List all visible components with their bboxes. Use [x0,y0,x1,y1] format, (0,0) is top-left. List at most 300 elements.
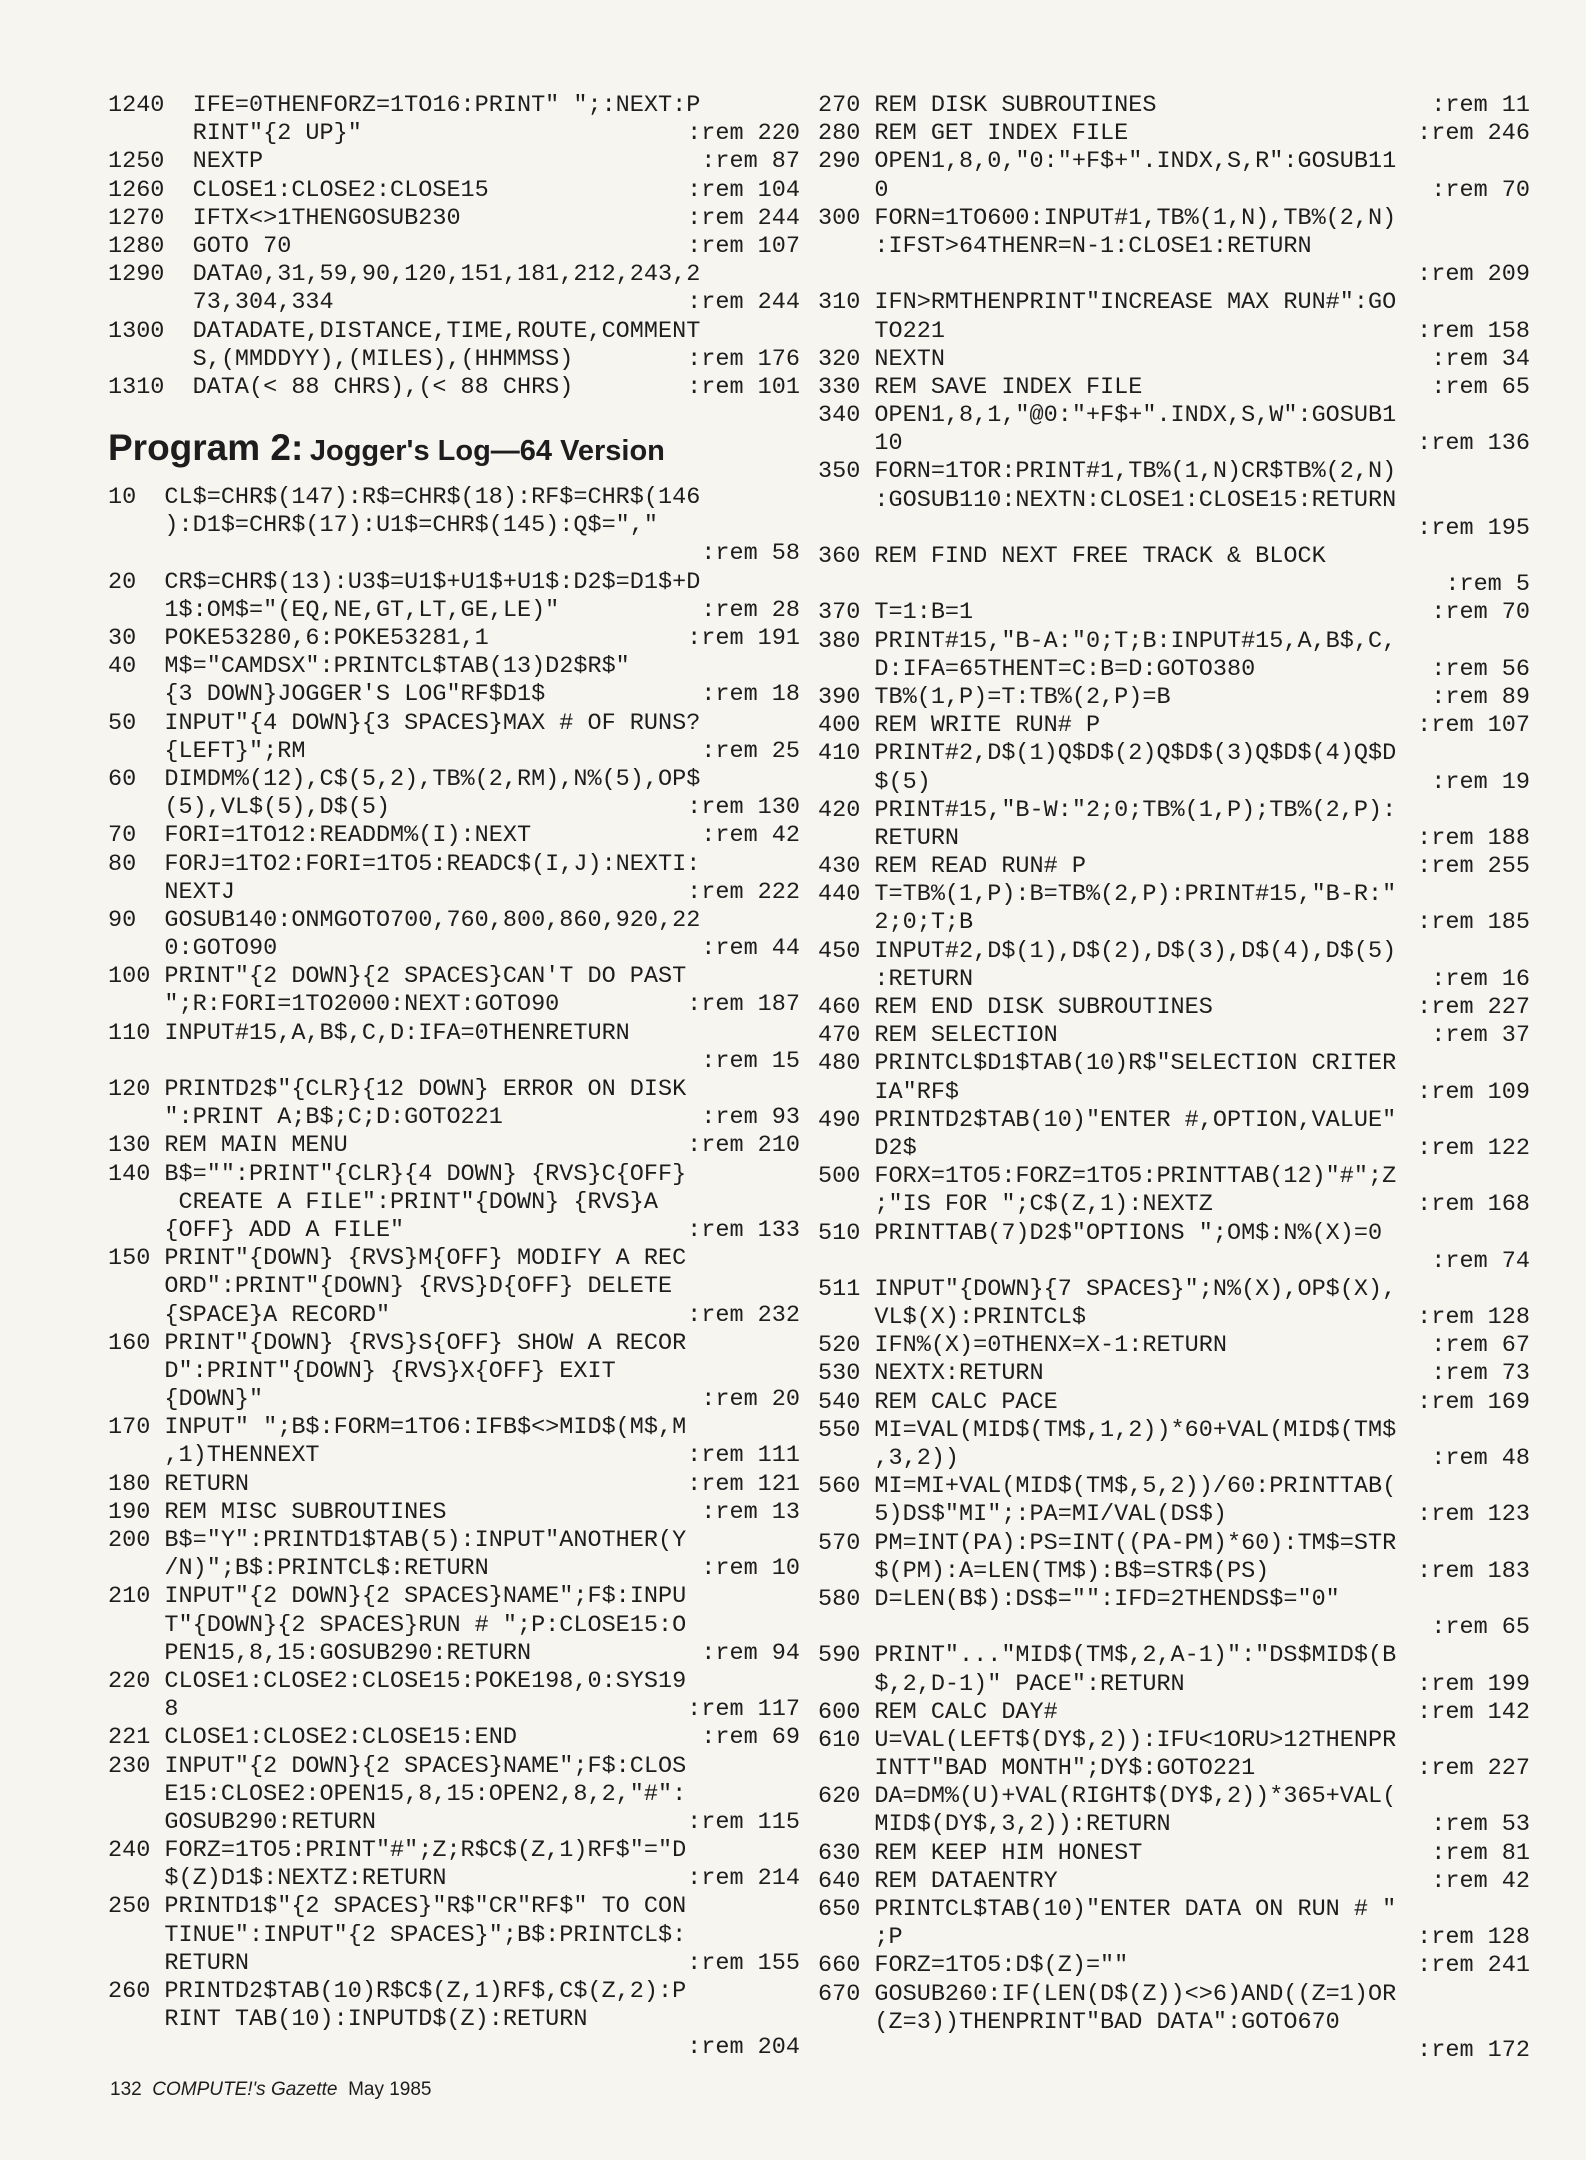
code-line [818,1671,1530,1699]
code-text: 250 PRINTD1$"{2 SPACES}"R$"CR"RF$" TO CON [108,1893,687,1921]
code-text: 73,304,334 [108,289,334,317]
code-line [108,738,800,766]
checksum-remark: :rem 209 [1417,261,1530,289]
program-title: Program 2: [108,427,304,469]
code-text: ";R:FORI=1TO2000:NEXT:GOTO90 [108,991,560,1019]
listing-part-1 [108,92,800,402]
code-text: 210 INPUT"{2 DOWN}{2 SPACES}NAME";F$:INPU [108,1583,687,1611]
code-text: CREATE A FILE":PRINT"{DOWN} {RVS}A [108,1188,658,1216]
code-line [818,318,1530,346]
code-line [108,1048,800,1076]
checksum-remark: :rem 255 [1417,853,1530,881]
checksum-remark: :rem 220 [687,120,800,148]
code-text: 370 T=1:B=1 [818,599,974,627]
code-line [818,233,1530,261]
code-line [818,1389,1530,1417]
code-text: 650 PRINTCL$TAB(10)"ENTER DATA ON RUN # " [818,1896,1397,1923]
code-text: S,(MMDDYY),(MILES),(HHMMSS) [108,345,574,373]
code-line [818,1530,1530,1558]
code-text: 630 REM KEEP HIM HONEST [818,1839,1143,1867]
code-text: 1250 NEXTP [108,148,264,176]
checksum-remark: :rem 107 [1417,712,1530,740]
code-line [818,966,1530,994]
code-line [108,851,800,879]
code-text: 2;0;T;B [818,909,974,937]
code-line [818,487,1530,515]
code-text: 230 INPUT"{2 DOWN}{2 SPACES}NAME";F$:CLOS [108,1752,687,1780]
code-line [818,289,1530,317]
checksum-remark: :rem 101 [687,373,800,401]
code-line [818,1811,1530,1839]
checksum-remark: :rem 42 [1431,1867,1530,1895]
code-line [818,1304,1530,1332]
code-line [818,1079,1530,1107]
checksum-remark: :rem 123 [1417,1501,1530,1529]
checksum-remark: :rem 11 [1431,92,1530,119]
code-text: 400 REM WRITE RUN# P [818,712,1101,740]
code-line [108,1612,800,1640]
checksum-remark: :rem 142 [1417,1698,1530,1726]
code-text: 180 RETURN [108,1470,250,1498]
code-text: 440 T=TB%(1,P):B=TB%(2,P):PRINT#15,"B-R:" [818,881,1397,909]
code-line [818,1332,1530,1360]
code-text: 170 INPUT" ";B$:FORM=1TO6:IFB$<>MID$(M$,M [108,1414,687,1442]
code-text: 490 PRINTD2$TAB(10)"ENTER #,OPTION,VALUE" [818,1106,1397,1134]
checksum-remark: :rem 172 [1417,2036,1530,2064]
code-text: :GOSUB110:NEXTN:CLOSE1:CLOSE15:RETURN [818,486,1397,514]
code-line [818,938,1530,966]
code-text: 70 FORI=1TO12:READDM%(I):NEXT [108,822,532,850]
code-line [818,1727,1530,1755]
code-text: 10 [818,430,903,458]
code-line [108,148,800,176]
code-text: PEN15,8,15:GOSUB290:RETURN [108,1639,532,1667]
code-text: 340 OPEN1,8,1,"@0:"+F$+".INDX,S,W":GOSUB1 [818,402,1397,430]
checksum-remark: :rem 104 [687,176,800,204]
code-line [818,515,1530,543]
code-line [108,1922,800,1950]
checksum-remark: :rem 25 [701,737,800,765]
code-line [108,1950,800,1978]
code-text: 200 B$="Y":PRINTD1$TAB(5):INPUT"ANOTHER(Y [108,1527,687,1554]
code-line [818,458,1530,486]
checksum-remark: :rem 185 [1417,909,1530,937]
checksum-remark: :rem 28 [701,596,800,624]
code-line [108,1386,800,1414]
code-text: 110 INPUT#15,A,B$,C,D:IFA=0THENRETURN [108,1019,630,1047]
code-text: 511 INPUT"{DOWN}{7 SPACES}";N%(X),OP$(X), [818,1275,1397,1303]
checksum-remark: :rem 210 [687,1132,800,1160]
code-text: 5)DS$"MI";:PA=MI/VAL(DS$) [818,1501,1227,1529]
checksum-remark: :rem 5 [1445,571,1530,599]
code-line [818,2037,1530,2065]
code-line [818,1755,1530,1783]
code-line [108,318,800,346]
code-line [818,1191,1530,1219]
code-text: /N)";B$:PRINTCL$:RETURN [108,1555,489,1583]
code-text: 1280 GOTO 70 [108,232,292,260]
code-line [818,712,1530,740]
checksum-remark: :rem 183 [1417,1557,1530,1585]
page-number: 132 [110,2079,142,2100]
code-text: 480 PRINTCL$D1$TAB(10)R$"SELECTION CRITER [818,1050,1397,1078]
code-line [818,261,1530,289]
code-line [818,1924,1530,1952]
checksum-remark: :rem 128 [1417,1924,1530,1952]
code-line [108,1132,800,1160]
code-line [818,148,1530,176]
code-line [108,1020,800,1048]
checksum-remark: :rem 244 [687,289,800,317]
code-text: 530 NEXTX:RETURN [818,1360,1044,1388]
code-text: 660 FORZ=1TO5:D$(Z)="" [818,1952,1129,1980]
code-line [108,261,800,289]
checksum-remark: :rem 48 [1431,1445,1530,1472]
code-line [818,1360,1530,1388]
code-text: 310 IFN>RMTHENPRINT"INCREASE MAX RUN#":GO [818,289,1397,317]
code-line [108,1499,800,1527]
code-text: $,2,D-1)" PACE":RETURN [818,1670,1185,1698]
checksum-remark: :rem 70 [1431,176,1530,204]
code-text: TINUE":INPUT"{2 SPACES}";B$:PRINTCL$: [108,1921,687,1949]
issue-date: May 1985 [348,2079,432,2100]
code-text: 100 PRINT"{2 DOWN}{2 SPACES}CAN'T DO PAST [108,963,687,991]
checksum-remark: :rem 241 [1417,1952,1530,1980]
code-text: 610 U=VAL(LEFT$(DY$,2)):IFU<1ORU>12THENPR [818,1726,1397,1754]
code-text: (5),VL$(5),D$(5) [108,794,391,822]
code-line [108,540,800,568]
checksum-remark: :rem 128 [1417,1304,1530,1332]
code-text: 450 INPUT#2,D$(1),D$(2),D$(3),D$(4),D$(5) [818,937,1397,965]
code-text: RETURN [818,824,960,852]
code-line [108,1245,800,1273]
code-text: 360 REM FIND NEXT FREE TRACK & BLOCK [818,543,1326,570]
checksum-remark: :rem 195 [1417,514,1530,542]
code-text: 620 DA=DM%(U)+VAL(RIGHT$(DY$,2))*365+VAL( [818,1783,1397,1811]
code-line [818,571,1530,599]
code-text: 0 [818,176,889,204]
code-line [818,881,1530,909]
code-text: 290 OPEN1,8,0,"0:"+F$+".INDX,S,R":GOSUB11 [818,148,1397,176]
code-line [108,484,800,512]
checksum-remark: :rem 69 [701,1724,800,1752]
code-line [818,177,1530,205]
code-text: TO221 [818,317,945,345]
code-text: 470 REM SELECTION [818,1022,1058,1050]
code-line [818,1220,1530,1248]
code-line [108,289,800,317]
code-text: {DOWN}" [108,1386,264,1414]
checksum-remark: :rem 16 [1431,965,1530,993]
code-line [108,2034,800,2062]
checksum-remark: :rem 121 [687,1470,800,1498]
code-text: 1290 DATA0,31,59,90,120,151,181,212,243,2 [108,261,701,289]
checksum-remark: :rem 58 [701,540,800,568]
code-line [818,684,1530,712]
code-line [818,1868,1530,1896]
checksum-remark: :rem 187 [687,991,800,1019]
code-text: 460 REM END DISK SUBROUTINES [818,994,1213,1021]
checksum-remark: :rem 109 [1417,1078,1530,1106]
code-line [818,656,1530,684]
checksum-remark: :rem 227 [1417,1755,1530,1783]
checksum-remark: :rem 188 [1417,824,1530,852]
code-text: 560 MI=MI+VAL(MID$(TM$,5,2))/60:PRINTTAB( [818,1473,1397,1501]
code-line [818,1642,1530,1670]
code-text: {LEFT}";RM [108,737,306,765]
checksum-remark: :rem 155 [687,1949,800,1977]
code-text: (Z=3))THENPRINT"BAD DATA":GOTO670 [818,2008,1340,2036]
code-line [108,1330,800,1358]
code-line [818,1445,1530,1473]
checksum-remark: :rem 158 [1417,317,1530,345]
code-text: {OFF} ADD A FILE" [108,1216,405,1244]
code-text: 280 REM GET INDEX FILE [818,120,1129,148]
code-text: 130 REM MAIN MENU [108,1132,348,1160]
code-line [108,1189,800,1217]
checksum-remark: :rem 227 [1417,994,1530,1021]
code-text: 350 FORN=1TOR:PRINT#1,TB%(1,N)CR$TB%(2,N) [818,458,1397,486]
code-line [108,374,800,402]
code-line [108,1809,800,1837]
checksum-remark: :rem 70 [1431,599,1530,627]
code-text: $(Z)D1$:NEXTZ:RETURN [108,1865,447,1893]
code-line [818,1981,1530,2009]
code-text: 220 CLOSE1:CLOSE2:CLOSE15:POKE198,0:SYS19 [108,1667,687,1695]
code-text: 410 PRINT#2,D$(1)Q$D$(2)Q$D$(3)Q$D$(4)Q$D [818,740,1397,768]
code-line [108,1865,800,1893]
checksum-remark: :rem 244 [687,204,800,232]
code-text: D":PRINT"{DOWN} {RVS}X{OFF} EXIT [108,1357,616,1385]
code-text: 40 M$="CAMDSX":PRINTCL$TAB(13)D2$R$" [108,653,630,681]
code-text: 600 REM CALC DAY# [818,1698,1058,1726]
code-text: :RETURN [818,965,974,993]
code-line [108,1893,800,1921]
code-text: 670 GOSUB260:IF(LEN(D$(Z))<>6)AND((Z=1)OR [818,1980,1397,2008]
code-text: RINT"{2 UP}" [108,120,362,148]
checksum-remark: :rem 232 [687,1301,800,1329]
code-text: 380 PRINT#15,"B-A:"0;T;B:INPUT#15,A,B$,C, [818,627,1397,655]
code-line [108,233,800,261]
code-line [818,599,1530,627]
checksum-remark: :rem 122 [1417,1134,1530,1162]
checksum-remark: :rem 169 [1417,1388,1530,1416]
code-text: 160 PRINT"{DOWN} {RVS}S{OFF} SHOW A RECOR [108,1329,687,1357]
code-line [108,120,800,148]
code-line [818,909,1530,937]
code-text: 570 PM=INT(PA):PS=INT((PA-PM)*60):TM$=STR [818,1529,1397,1557]
code-text: 640 REM DATAENTRY [818,1867,1058,1895]
code-line [818,430,1530,458]
code-text: :IFST>64THENR=N-1:CLOSE1:RETURN [818,232,1312,260]
checksum-remark: :rem 115 [687,1808,800,1836]
code-line [108,1161,800,1189]
code-text: 30 POKE53280,6:POKE53281,1 [108,625,489,652]
checksum-remark: :rem 18 [701,681,800,709]
code-text: 500 FORX=1TO5:FORZ=1TO5:PRINTTAB(12)"#";Z [818,1163,1397,1191]
checksum-remark: :rem 107 [687,232,800,260]
code-line [818,1558,1530,1586]
code-text: {SPACE}A RECORD" [108,1301,391,1329]
code-text: IA"RF$ [818,1078,960,1106]
code-line [108,1217,800,1245]
code-text: 221 CLOSE1:CLOSE2:CLOSE15:END [108,1724,517,1752]
checksum-remark: :rem 191 [687,625,800,652]
code-line [818,628,1530,656]
checksum-remark: :rem 37 [1431,1022,1530,1050]
code-line [108,935,800,963]
program-heading [108,412,800,484]
code-line [818,1783,1530,1811]
code-text: ,1)THENNEXT [108,1442,320,1470]
code-line [108,2006,800,2034]
code-text: 330 REM SAVE INDEX FILE [818,373,1143,401]
code-line [108,1978,800,2006]
code-line [108,681,800,709]
checksum-remark: :rem 15 [701,1047,800,1075]
code-text: 260 PRINTD2$TAB(10)R$C$(Z,1)RF$,C$(Z,2):P [108,1978,687,2005]
code-text: GOSUB290:RETURN [108,1808,376,1836]
code-text: {3 DOWN}JOGGER'S LOG"RF$D1$ [108,681,546,709]
code-line [108,1837,800,1865]
code-line [108,177,800,205]
code-line [818,543,1530,571]
code-text: ;"IS FOR ";C$(Z,1):NEXTZ [818,1191,1213,1219]
code-text: 10 CL$=CHR$(147):R$=CHR$(18):RF$=CHR$(146 [108,484,701,512]
code-line [818,853,1530,881]
code-text: 120 PRINTD2$"{CLR}{12 DOWN} ERROR ON DISK [108,1076,687,1103]
code-line [818,1699,1530,1727]
code-line [818,1107,1530,1135]
code-line [818,740,1530,768]
code-line [818,120,1530,148]
checksum-remark: :rem 10 [701,1555,800,1583]
code-line [818,374,1530,402]
code-text: VL$(X):PRINTCL$ [818,1304,1086,1332]
code-line [108,1640,800,1668]
checksum-remark: :rem 13 [701,1498,800,1526]
checksum-remark: :rem 74 [1431,1247,1530,1275]
code-text: 540 REM CALC PACE [818,1388,1058,1416]
code-line [108,1471,800,1499]
checksum-remark: :rem 111 [687,1442,800,1470]
code-line [108,1555,800,1583]
code-text: 1270 IFTX<>1THENGOSUB230 [108,204,461,232]
code-line [108,1104,800,1132]
code-text: 20 CR$=CHR$(13):U3$=U1$+U1$+U1$:D2$=D1$+D [108,568,701,596]
code-text: MID$(DY$,3,2)):RETURN [818,1811,1171,1839]
code-text: 80 FORJ=1TO2:FORI=1TO5:READC$(I,J):NEXTI: [108,850,701,878]
code-text: 1310 DATA(< 88 CHRS),(< 88 CHRS) [108,373,574,401]
code-text: 420 PRINT#15,"B-W:"2;0;TB%(1,P);TB%(2,P): [818,796,1397,824]
checksum-remark: :rem 44 [701,935,800,963]
code-text: 590 PRINT"..."MID$(TM$,2,A-1)":"DS$MID$(B [818,1642,1397,1670]
code-text: ):D1$=CHR$(17):U1$=CHR$(145):Q$="," [108,512,658,540]
code-text: 0:GOTO90 [108,935,278,963]
code-line [818,797,1530,825]
checksum-remark: :rem 130 [687,794,800,822]
code-text: 90 GOSUB140:ONMGOTO700,760,800,860,920,22 [108,906,701,934]
code-line [818,1135,1530,1163]
code-line [818,1586,1530,1614]
code-text: NEXTJ [108,878,235,906]
code-text: 580 D=LEN(B$):DS$="":IFD=2THENDS$="0" [818,1585,1340,1613]
code-line [108,710,800,738]
code-text: 320 NEXTN [818,345,945,373]
code-line [108,653,800,681]
code-line [108,1781,800,1809]
code-line [108,512,800,540]
code-line [818,92,1530,120]
code-text: 520 IFN%(X)=0THENX=X-1:RETURN [818,1332,1227,1360]
code-line [108,766,800,794]
code-text: 1260 CLOSE1:CLOSE2:CLOSE15 [108,176,489,204]
checksum-remark: :rem 222 [687,878,800,906]
code-line [108,794,800,822]
checksum-remark: :rem 20 [701,1386,800,1414]
checksum-remark: :rem 73 [1431,1360,1530,1388]
code-line [818,825,1530,853]
checksum-remark: :rem 56 [1431,655,1530,683]
code-line [818,1417,1530,1445]
code-text: 270 REM DISK SUBROUTINES [818,92,1157,119]
listing-part-2 [108,484,800,2063]
code-text: 300 FORN=1TO600:INPUT#1,TB%(1,N),TB%(2,N) [818,204,1397,232]
code-text: 1300 DATADATE,DISTANCE,TIME,ROUTE,COMMENT [108,317,701,345]
code-line [818,205,1530,233]
code-text: 550 MI=VAL(MID$(TM$,1,2))*60+VAL(MID$(TM$ [818,1416,1397,1444]
page-footer [110,2079,432,2101]
code-line [108,1668,800,1696]
code-line [108,92,800,120]
checksum-remark: :rem 93 [701,1104,800,1132]
code-text: 1240 IFE=0THENFORZ=1TO16:PRINT" ";:NEXT:P [108,92,701,119]
code-text: 150 PRINT"{DOWN} {RVS}M{OFF} MODIFY A REC [108,1245,687,1273]
checksum-remark: :rem 65 [1431,373,1530,401]
checksum-remark: :rem 199 [1417,1670,1530,1698]
code-text: ,3,2)) [818,1445,960,1472]
code-line [818,1840,1530,1868]
code-text: 240 FORZ=1TO5:PRINT"#";Z;R$C$(Z,1)RF$"="D [108,1837,687,1865]
code-text: 390 TB%(1,P)=T:TB%(2,P)=B [818,683,1171,711]
checksum-remark: :rem 214 [687,1865,800,1893]
checksum-remark: :rem 67 [1431,1332,1530,1360]
checksum-remark: :rem 89 [1431,683,1530,711]
program-subtitle: Jogger's Log—64 Version [309,435,665,468]
checksum-remark: :rem 176 [687,345,800,373]
code-line [818,1050,1530,1078]
code-text: D2$ [818,1134,917,1162]
checksum-remark: :rem 53 [1431,1811,1530,1839]
code-line [818,1022,1530,1050]
code-line [108,597,800,625]
code-line [818,346,1530,374]
checksum-remark: :rem 65 [1431,1614,1530,1642]
checksum-remark: :rem 34 [1431,345,1530,373]
checksum-remark: :rem 246 [1417,120,1530,148]
code-line [108,879,800,907]
code-line [108,822,800,850]
code-text: 190 REM MISC SUBROUTINES [108,1498,447,1526]
code-line [818,1276,1530,1304]
code-line [818,1896,1530,1924]
code-text: 1$:OM$="(EQ,NE,GT,LT,GE,LE)" [108,596,560,624]
code-line [108,569,800,597]
code-line [108,1696,800,1724]
code-text: D:IFA=65THENT=C:B=D:GOTO380 [818,655,1256,683]
code-line [818,1952,1530,1980]
code-line [108,205,800,233]
